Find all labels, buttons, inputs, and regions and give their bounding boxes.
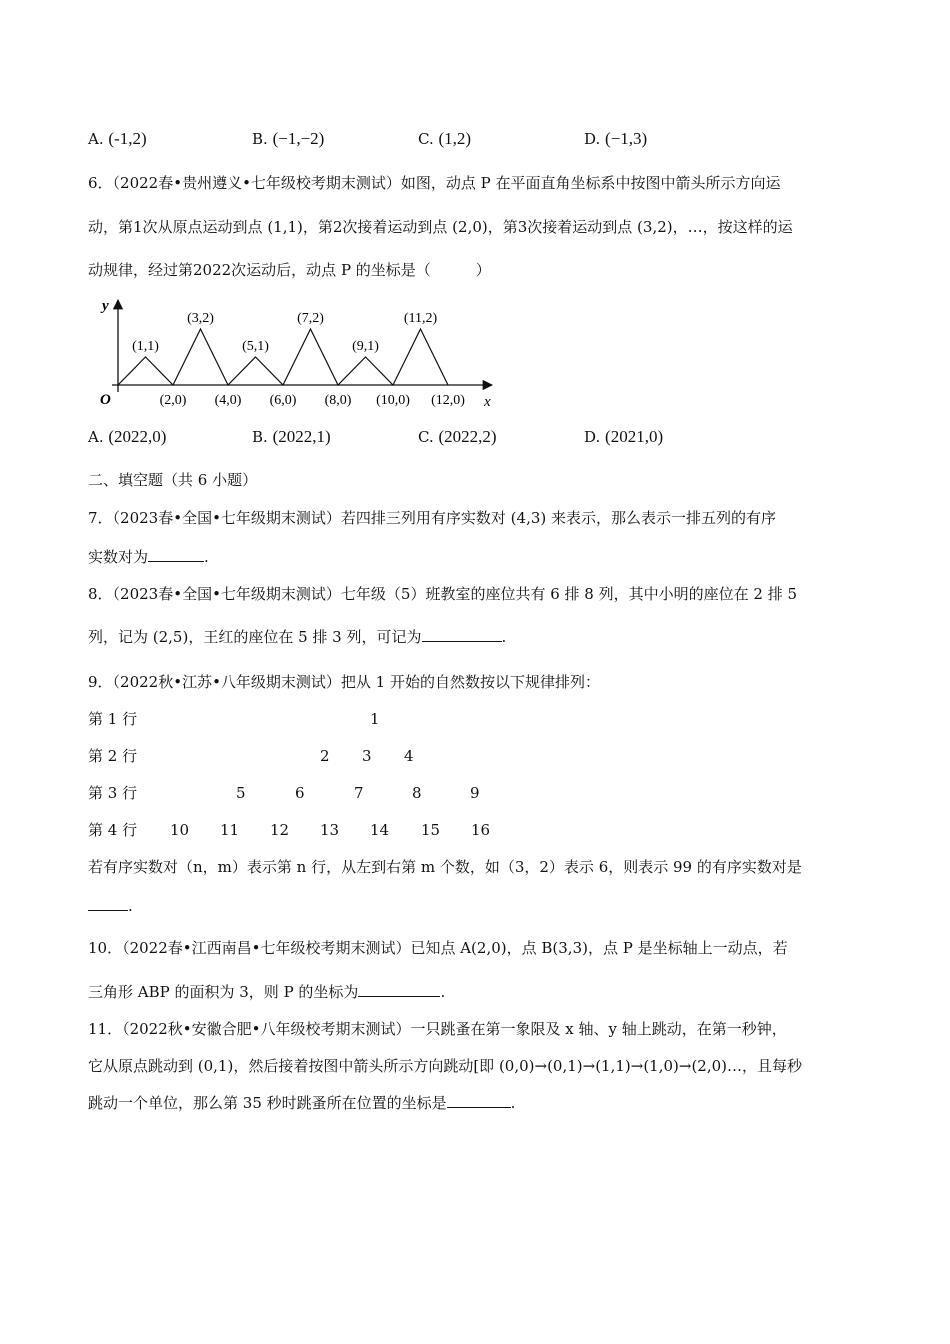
q6-line-2: 动，第1次从原点运动到点 (1,1)，第2次接着运动到点 (2,0)，第3次接着运动到点 (3,2)，…，按这样的运 (88, 218, 793, 236)
row-label: 第 1 行 (88, 710, 138, 728)
axis-point-label: (8,0) (324, 393, 352, 408)
q8-line-1: 8．（2023春•全国•七年级期末测试）七年级（5）班教室的座位共有 6 排 8 列，其中小明的座位在 2 排 5 (88, 585, 798, 603)
q6-figure (88, 292, 508, 417)
q10-line-1: 10．（2022春•江西南昌•七年级校考期末测试）已知点 A(2,0)，点 B(3,3)，点 P 是坐标轴上一动点，若 (88, 939, 788, 957)
peak-label: (5,1) (242, 339, 269, 354)
origin-label: O (100, 392, 111, 408)
number-cell: 5 (236, 784, 246, 802)
number-cell: 7 (354, 784, 364, 802)
answer-blank[interactable] (88, 895, 128, 911)
q9-line-after: 若有序实数对（n，m）表示第 n 行，从左到右第 m 个数，如（3，2）表示 6，则表示 99 的有序实数对是 (88, 858, 802, 876)
number-cell: 16 (471, 821, 491, 839)
answer-blank[interactable] (358, 981, 440, 997)
q11-line-3: 跳动一个单位，那么第 35 秒时跳蚤所在位置的坐标是 . (88, 1094, 516, 1112)
section-2-heading: 二、填空题（共 6 小题） (88, 471, 258, 489)
answer-blank[interactable] (422, 626, 502, 642)
x-axis-label: x (484, 394, 491, 410)
q6-option-b: B. (2022,1) (252, 427, 331, 446)
axis-point-label: (12,0) (431, 393, 465, 408)
answer-blank[interactable] (148, 546, 204, 562)
axis-point-label: (6,0) (269, 393, 297, 408)
axis-point-label: (4,0) (214, 393, 242, 408)
peak-label: (11,2) (403, 311, 438, 326)
number-cell: 4 (404, 747, 414, 765)
q5-option-a: A. (-1,2) (88, 129, 147, 148)
axis-point-label: (10,0) (376, 393, 410, 408)
q11-line-1: 11．（2022秋•安徽合肥•八年级校考期末测试）一只跳蚤在第一象限及 x 轴、y 轴上跳动，在第一秒钟， (88, 1020, 787, 1038)
q10-line-2: 三角形 ABP 的面积为 3，则 P 的坐标为 . (88, 983, 446, 1001)
q11-line-2: 它从原点跳动到 (0,1)，然后接着按图中箭头所示方向跳动[即 (0,0)→(0,1)→(1,1)→(1,0)→(2,0)…，且每秒 (88, 1057, 803, 1075)
q9-line-last: . (88, 895, 133, 917)
q6-option-c: C. (2022,2) (418, 427, 497, 446)
row-label: 第 4 行 (88, 821, 138, 839)
number-cell: 6 (295, 784, 305, 802)
row-label: 第 2 行 (88, 747, 138, 765)
peak-label: (7,2) (297, 311, 324, 326)
q7-line-1: 7．（2023春•全国•七年级期末测试）若四排三列用有序实数对 (4,3) 来表示，那么表示一排五列的有序 (88, 509, 777, 527)
q6-option-a: A. (2022,0) (88, 427, 167, 446)
q7-line-2: 实数对为 . (88, 548, 209, 566)
number-cell: 2 (320, 747, 330, 765)
q8-line-2: 列，记为 (2,5)，王红的座位在 5 排 3 列，可记为 . (88, 628, 507, 646)
answer-blank[interactable] (447, 1092, 511, 1108)
y-axis-label: y (102, 298, 109, 314)
q5-option-b: B. (−1,−2) (252, 129, 325, 148)
number-cell: 11 (220, 821, 240, 839)
q6-line-3: 动规律，经过第2022次运动后，动点 P 的坐标是（ ） (88, 261, 491, 279)
number-cell: 9 (470, 784, 480, 802)
motion-path (118, 329, 448, 385)
axis-point-label: (2,0) (159, 393, 187, 408)
number-cell: 12 (270, 821, 290, 839)
peak-label: (3,2) (187, 311, 214, 326)
q5-option-d: D. (−1,3) (584, 129, 648, 148)
q9-line-1: 9．（2022秋•江苏•八年级期末测试）把从 1 开始的自然数按以下规律排列： (88, 673, 600, 691)
row-label: 第 3 行 (88, 784, 138, 802)
number-cell: 1 (370, 710, 380, 728)
q6-line-1: 6．（2022春•贵州遵义•七年级校考期末测试）如图，动点 P 在平面直角坐标系中按图中箭头所示方向运 (88, 174, 781, 192)
peak-label: (9,1) (352, 339, 379, 354)
peak-label: (1,1) (132, 339, 159, 354)
q5-option-c: C. (1,2) (418, 129, 472, 148)
number-cell: 3 (362, 747, 372, 765)
q6-option-d: D. (2021,0) (584, 427, 664, 446)
number-cell: 14 (370, 821, 390, 839)
number-cell: 13 (320, 821, 340, 839)
number-cell: 8 (412, 784, 422, 802)
number-cell: 10 (170, 821, 190, 839)
number-cell: 15 (421, 821, 441, 839)
